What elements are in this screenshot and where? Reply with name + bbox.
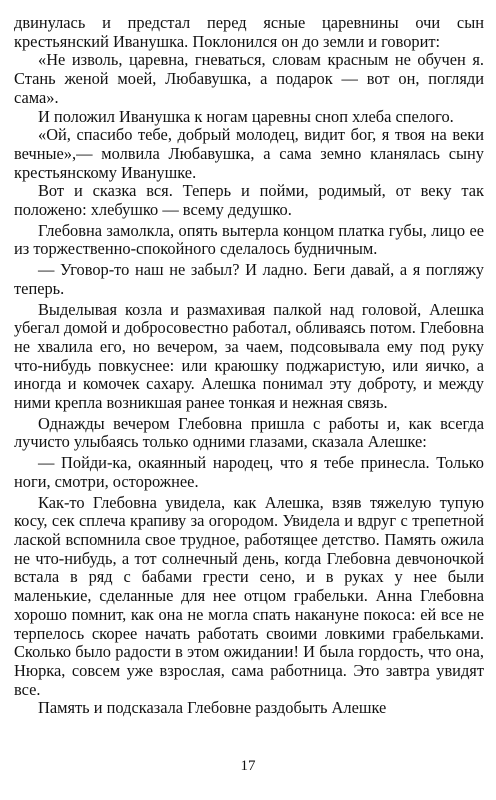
paragraph: «Ой, спасибо тебе, добрый молодец, видит бог, я твоя на веки вечные»,— молвила Любавушка, а сама земно кланялась сыну крестьянскому Иванушке. — [14, 125, 484, 182]
paragraph: Глебовна замолкла, опять вытерла концом платка губы, лицо ее из торжественно-спокойного сделалось будничным. — [14, 220, 484, 259]
page-text — [14, 14, 484, 718]
paragraph: — Уговор-то наш не забыл? И ладно. Беги давай, а я погляжу теперь. — [14, 260, 484, 298]
page-number: 17 — [240, 758, 256, 774]
paragraph: Однажды вечером Глебовна пришла с работы и, как всегда лучисто улыбаясь только одними глазами, сказала Алешке: — [14, 413, 484, 452]
paragraph: Память и подсказала Глебовне раздобыть Алешке — [38, 698, 387, 718]
paragraph: — Пойди-ка, окаянный народец, что я тебе принесла. Только ноги, смотри, осторожнее. — [14, 453, 484, 491]
paragraph: «Не изволь, царевна, гневаться, словам красным не обучен я. Стань женой моей, Любавушка, а подарок — вот он, погляди сама». — [14, 50, 484, 107]
paragraph: двинулась и предстал перед ясные царевнины очи сын крестьянский Иванушка. Поклонился он до земли и говорит: — [14, 13, 484, 51]
paragraph: Выделывая козла и размахивая палкой над головой, Алешка убегал домой и добросовестно работал, обливаясь потом. Глебовна не хвалила его, но вечером, за чаем, подсовывала ему под руку что-нибудь повкуснее: или краюшку поджаристую, или яичко, а иногда и комочек сахару. Алешка понимал эту доброту, и между ними крепла возникшая ранее тонкая и нежная связь. — [14, 299, 484, 413]
paragraph: Как-то Глебовна увидела, как Алешка, взяв тяжелую тупую косу, сек сплеча крапиву за огородом. Увидела и вдруг с трепетной лаской вспомнила свое трудное, работящее детство. Память ожила не что-нибудь, а тот солнечный день, когда Глебовна девчоночкой встала в ряд с бабами грести сено, и в руках у нее были маленькие, сделанные для нее отцом грабельки. Анна Глебовна хорошо помнит, как она не могла спать накануне покоса: ей все не терпелось скорее начать работать своими ловкими грабельками. Сколько было радости в этом ожидании! И была гордость, что она, Нюрка, совсем уже взрослая, сама работница. Это завтра увидят все. — [14, 492, 484, 699]
paragraph: Вот и сказка вся. Теперь и пойми, родимый, от веку так положено: хлебушко — всему дедушко. — [14, 181, 484, 220]
paragraph: И положил Иванушка к ногам царевны сноп хлеба спелого. — [38, 106, 454, 126]
